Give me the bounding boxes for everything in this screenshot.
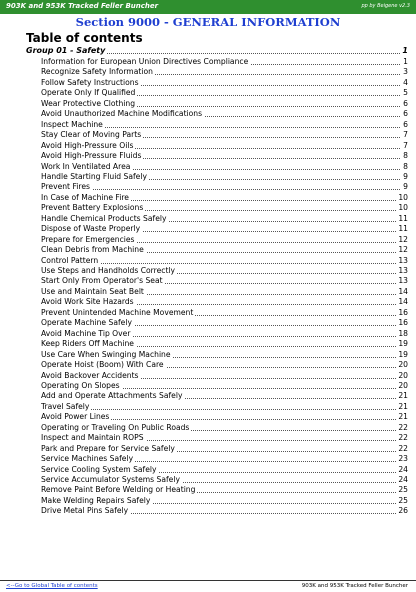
- toc-entry-title: Service Cooling System Safely: [41, 464, 157, 474]
- toc-entry-page: 22: [398, 422, 408, 432]
- toc-entry-page: 10: [398, 203, 408, 213]
- toc-entry-title: Prevent Fires: [41, 182, 90, 192]
- toc-entry-title: Add and Operate Attachments Safely: [41, 391, 183, 401]
- toc-entry-title: Use Care When Swinging Machine: [41, 349, 171, 359]
- toc-entry-page: 13: [398, 255, 408, 265]
- toc-entry[interactable]: [41, 391, 408, 401]
- toc-entry[interactable]: [41, 506, 408, 516]
- toc-entry-title: Avoid Work Site Hazards: [41, 297, 134, 307]
- toc-entry[interactable]: [41, 412, 408, 422]
- toc-entry-title: Avoid Power Lines: [41, 412, 110, 422]
- toc-entry-page: 24: [398, 475, 408, 484]
- toc-entry-page: 24: [398, 464, 408, 474]
- toc-entry[interactable]: [41, 141, 408, 151]
- group-title: Group 01 - Safety: [26, 46, 106, 55]
- toc-entry-title: Control Pattern: [41, 255, 99, 265]
- toc-entry[interactable]: [41, 423, 408, 433]
- toc-entry-title: Inspect and Maintain ROPS: [41, 433, 144, 443]
- toc-entry[interactable]: [41, 454, 408, 464]
- toc-entry[interactable]: [41, 172, 408, 182]
- toc-entry-title: Keep Riders Off Machine: [41, 339, 134, 349]
- toc-entry-title: Work In Ventilated Area: [41, 161, 131, 171]
- toc-entry-title: Handle Starting Fluid Safely: [41, 171, 147, 181]
- toc-entry[interactable]: [41, 318, 408, 328]
- toc-entry[interactable]: [41, 245, 408, 255]
- header-bar: [0, 0, 416, 14]
- toc-entry-page: 14: [398, 286, 408, 296]
- toc-entry[interactable]: [41, 88, 408, 98]
- toc-entry-page: 22: [398, 433, 408, 443]
- toc-entry[interactable]: [41, 475, 408, 485]
- toc-entry-title: Operate Only If Qualified: [41, 88, 136, 98]
- toc-entry[interactable]: [41, 329, 408, 339]
- toc-entry-title: Prevent Battery Explosions: [41, 203, 144, 213]
- toc-entry[interactable]: [41, 99, 408, 109]
- toc-entry-page: 14: [398, 297, 408, 307]
- toc-entry-page: 16: [398, 318, 408, 328]
- toc-group-safety[interactable]: [26, 46, 408, 56]
- toc-entry-title: Stay Clear of Moving Parts: [41, 130, 142, 140]
- toc-entry[interactable]: [41, 308, 408, 318]
- leader-dots: [41, 409, 408, 410]
- toc-entry[interactable]: [41, 57, 408, 67]
- toc-entry-title: Drive Metal Pins Safely: [41, 506, 129, 516]
- toc-entry[interactable]: [41, 297, 408, 307]
- toc-entry-title: Wear Protective Clothing: [41, 98, 136, 108]
- toc-entry-title: Avoid High-Pressure Fluids: [41, 151, 142, 161]
- toc-entry[interactable]: [41, 360, 408, 370]
- toc-entry-title: Park and Prepare for Service Safely: [41, 443, 175, 453]
- toc-entry-title: Prepare for Emergencies: [41, 234, 135, 244]
- toc-entry-page: 23: [398, 454, 408, 464]
- toc-entry-page: 6: [403, 109, 408, 119]
- toc-entry-page: 26: [398, 506, 408, 516]
- toc-entry-page: 19: [398, 349, 408, 359]
- toc-entry-page: 6: [403, 119, 408, 129]
- toc-entry-title: Clean Debris from Machine: [41, 245, 144, 255]
- toc-entry-title: Service Machines Safely: [41, 454, 134, 464]
- toc-entry[interactable]: [41, 339, 408, 349]
- toc-entry[interactable]: [41, 371, 408, 381]
- toc-entry-title: Travel Safely: [41, 401, 90, 411]
- toc-entry-title: Make Welding Repairs Safely: [41, 495, 151, 505]
- toc-entry-page: 25: [398, 485, 408, 495]
- toc-entry-page: 21: [398, 401, 408, 411]
- toc-entry[interactable]: [41, 465, 408, 475]
- document-title: 903K and 953K Tracked Feller Buncher: [6, 2, 159, 10]
- toc-entry[interactable]: [41, 485, 408, 495]
- toc-entry[interactable]: [41, 402, 408, 412]
- toc-entry-title: In Case of Machine Fire: [41, 192, 129, 202]
- toc-entry-page: 11: [398, 213, 408, 223]
- toc-entry-page: 12: [398, 245, 408, 255]
- toc-entry-page: 16: [398, 307, 408, 317]
- toc-entry[interactable]: [41, 109, 408, 119]
- toc-entry-title: Operate Machine Safely: [41, 318, 132, 328]
- toc-entry[interactable]: [41, 224, 408, 234]
- toc-entry[interactable]: [41, 67, 408, 77]
- toc-entry-title: Avoid Backover Accidents: [41, 370, 139, 380]
- toc-entry[interactable]: [41, 444, 408, 454]
- toc-title: Table of contents: [26, 31, 143, 45]
- toc-entry-page: 8: [403, 151, 408, 161]
- toc-entry-title: Handle Chemical Products Safely: [41, 213, 167, 223]
- toc-entry-page: 5: [403, 88, 408, 98]
- toc-entry[interactable]: [41, 214, 408, 224]
- toc-entry-page: 6: [403, 98, 408, 108]
- toc-entry-page: 1: [403, 57, 408, 66]
- toc-entry-title: Start Only From Operator's Seat: [41, 276, 163, 286]
- toc-entry-page: 3: [403, 67, 408, 77]
- toc-entry[interactable]: [41, 151, 408, 161]
- toc-entry[interactable]: [41, 433, 408, 443]
- toc-entry-title: Operating or Traveling On Public Roads: [41, 422, 190, 432]
- toc-entry[interactable]: [41, 182, 408, 192]
- toc-entry-title: Prevent Unintended Machine Movement: [41, 307, 194, 317]
- toc-entry-title: Information for European Union Directives Compliance: [41, 57, 249, 66]
- toc-entry-page: 20: [398, 370, 408, 380]
- footer: [0, 580, 416, 592]
- toc-entry-title: Operating On Slopes: [41, 380, 120, 390]
- toc-entry-title: Avoid Machine Tip Over: [41, 328, 131, 338]
- toc-entry-page: 22: [398, 443, 408, 453]
- toc-entry[interactable]: [41, 203, 408, 213]
- toc-entry-page: 25: [398, 495, 408, 505]
- toc-entry-page: 7: [403, 140, 408, 150]
- toc-entry-page: 18: [398, 328, 408, 338]
- toc-entry-page: 13: [398, 266, 408, 275]
- toc-entry-page: 9: [403, 182, 408, 192]
- toc-entry[interactable]: [41, 235, 408, 245]
- footer-document-name: 903K and 953K Tracked Feller Buncher: [301, 583, 408, 589]
- toc-entry-title: Use Steps and Handholds Correctly: [41, 266, 176, 275]
- toc-entry-page: 4: [403, 77, 408, 87]
- toc-entry-title: Inspect Machine: [41, 119, 103, 129]
- toc-entry-title: Remove Paint Before Welding or Heating: [41, 485, 196, 495]
- toc-entry-page: 7: [403, 130, 408, 140]
- toc-entry-page: 20: [398, 360, 408, 370]
- toc-entry-title: Service Accumulator Systems Safely: [41, 475, 180, 484]
- toc-entry[interactable]: [41, 381, 408, 391]
- toc-entry-page: 21: [398, 391, 408, 401]
- toc-entry[interactable]: [41, 193, 408, 203]
- toc-entry-page: 8: [403, 161, 408, 171]
- toc-entry[interactable]: [41, 130, 408, 140]
- section-title: Section 9000 - GENERAL INFORMATION: [75, 15, 341, 29]
- toc-entry-page: 13: [398, 276, 408, 286]
- toc-entry-page: 19: [398, 339, 408, 349]
- toc-entry-title: Follow Safety Instructions: [41, 77, 139, 87]
- toc-entry-title: Operate Hoist (Boom) With Care: [41, 360, 164, 370]
- toc-entry[interactable]: [41, 120, 408, 130]
- toc-entry[interactable]: [41, 496, 408, 506]
- toc-entry-page: 21: [398, 412, 408, 422]
- toc-entry[interactable]: [41, 287, 408, 297]
- toc-entry[interactable]: [41, 276, 408, 286]
- toc-entry-title: Use and Maintain Seat Belt: [41, 286, 144, 296]
- toc-entry-page: 11: [398, 224, 408, 234]
- group-page: 1: [402, 46, 408, 55]
- toc-entry[interactable]: [41, 162, 408, 172]
- toc-entry-page: 12: [398, 234, 408, 244]
- toc-entry[interactable]: [41, 78, 408, 88]
- toc-entry-page: 10: [398, 192, 408, 202]
- toc-entry[interactable]: [41, 256, 408, 266]
- leader-dots: [41, 189, 408, 190]
- toc-entry-page: 20: [398, 380, 408, 390]
- toc-entry[interactable]: [41, 350, 408, 360]
- toc-entry-title: Avoid High-Pressure Oils: [41, 140, 134, 150]
- global-toc-link[interactable]: <--Go to Global Table of contents: [6, 583, 98, 589]
- toc-entry-page: 9: [403, 171, 408, 181]
- toc-entry-title: Dispose of Waste Properly: [41, 224, 141, 234]
- generator-note: pp by Beigene v2.3: [361, 3, 410, 9]
- toc-entry-title: Avoid Unauthorized Machine Modifications: [41, 109, 203, 119]
- toc-entry[interactable]: [41, 266, 408, 276]
- toc-entry-title: Recognize Safety Information: [41, 67, 153, 77]
